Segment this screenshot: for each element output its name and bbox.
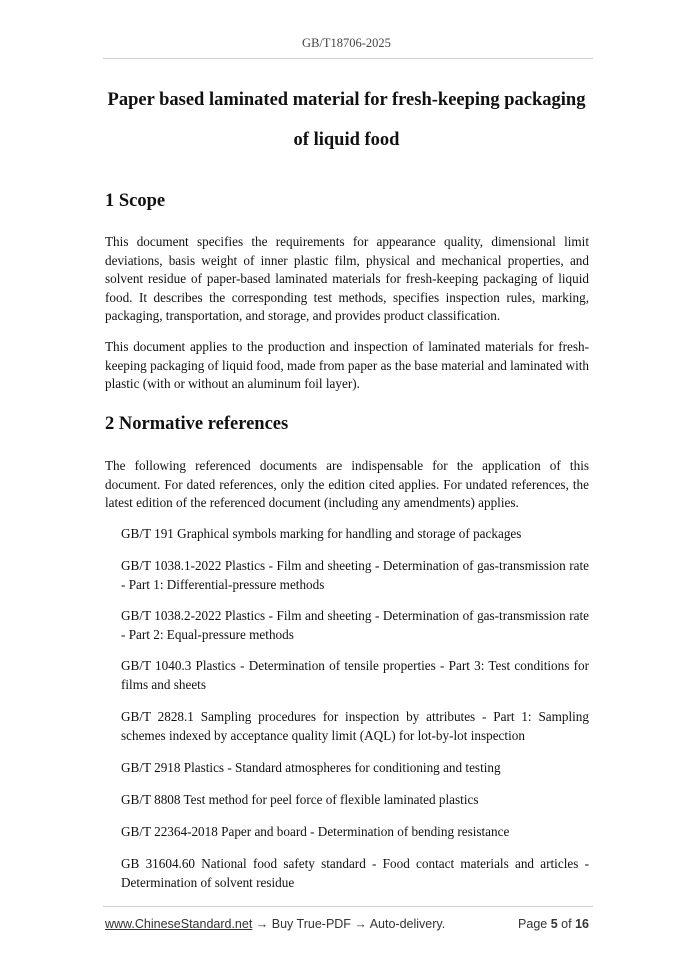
scope-paragraph-2: This document applies to the production and inspection of laminated materials for fresh-keeping packaging of liquid food, made from paper as the base material and laminated with plastic (with or without an aluminum foil layer). [105,339,589,391]
section-heading-normative-references: 2 Normative references [105,414,289,434]
reference-item: GB/T 1038.1-2022 Plastics - Film and sheeting - Determination of gas-transmission rate - Part 1: Differential-pressure methods [121,558,589,592]
references-intro-paragraph: The following referenced documents are indispensable for the application of this document. For dated references, only the edition cited applies. For undated references, the latest edition of the referenced document (including any amendments) applies. [105,458,589,510]
reference-item: GB/T 2828.1 Sampling procedures for inspection by attributes - Part 1: Sampling schemes indexed by acceptance quality limit (AQL) for lot-by-lot inspection [121,709,589,743]
title-line-1: Paper based laminated material for fresh-keeping packaging [107,90,586,110]
scope-paragraph-1: This document specifies the requirements for appearance quality, dimensional limit deviations, basis weight of inner plastic film, physical and mechanical properties, and solvent residue of paper-based laminated materials for fresh-keeping packaging of liquid food. It describes the corresponding test methods, specifies inspection rules, marking, packaging, transportation, and storage, and provides product classification. [105,234,589,323]
running-header: GB/T18706-2025 [302,36,391,50]
page-label: Page [518,917,548,931]
reference-item: GB/T 8808 Test method for peel force of flexible laminated plastics [121,792,479,807]
title-line-2: of liquid food [293,130,400,150]
footer-divider [103,906,593,907]
reference-item: GB/T 1040.3 Plastics - Determination of tensile properties - Part 3: Test conditions for films and sheets [121,658,589,692]
footer-promo [105,917,445,931]
page-total: 16 [575,917,589,931]
header-divider [103,58,593,59]
reference-item: GB/T 191 Graphical symbols marking for handling and storage of packages [121,526,522,541]
reference-item: GB/T 2918 Plastics - Standard atmospheres for conditioning and testing [121,760,501,775]
site-link[interactable]: www.ChineseStandard.net [105,917,253,931]
reference-item: GB/T 1038.2-2022 Plastics - Film and sheeting - Determination of gas-transmission rate - Part 2: Equal-pressure methods [121,608,589,642]
page-of-label: of [561,917,572,931]
page-indicator [518,917,589,931]
reference-item: GB 31604.60 National food safety standard - Food contact materials and articles - Determination of solvent residue [121,856,589,890]
document-title [60,80,633,160]
section-heading-scope: 1 Scope [105,191,166,211]
page-current: 5 [550,917,558,931]
footer-promo-text: → Buy True-PDF → Auto-delivery. [252,917,446,931]
reference-item: GB/T 22364-2018 Paper and board - Determination of bending resistance [121,824,510,839]
